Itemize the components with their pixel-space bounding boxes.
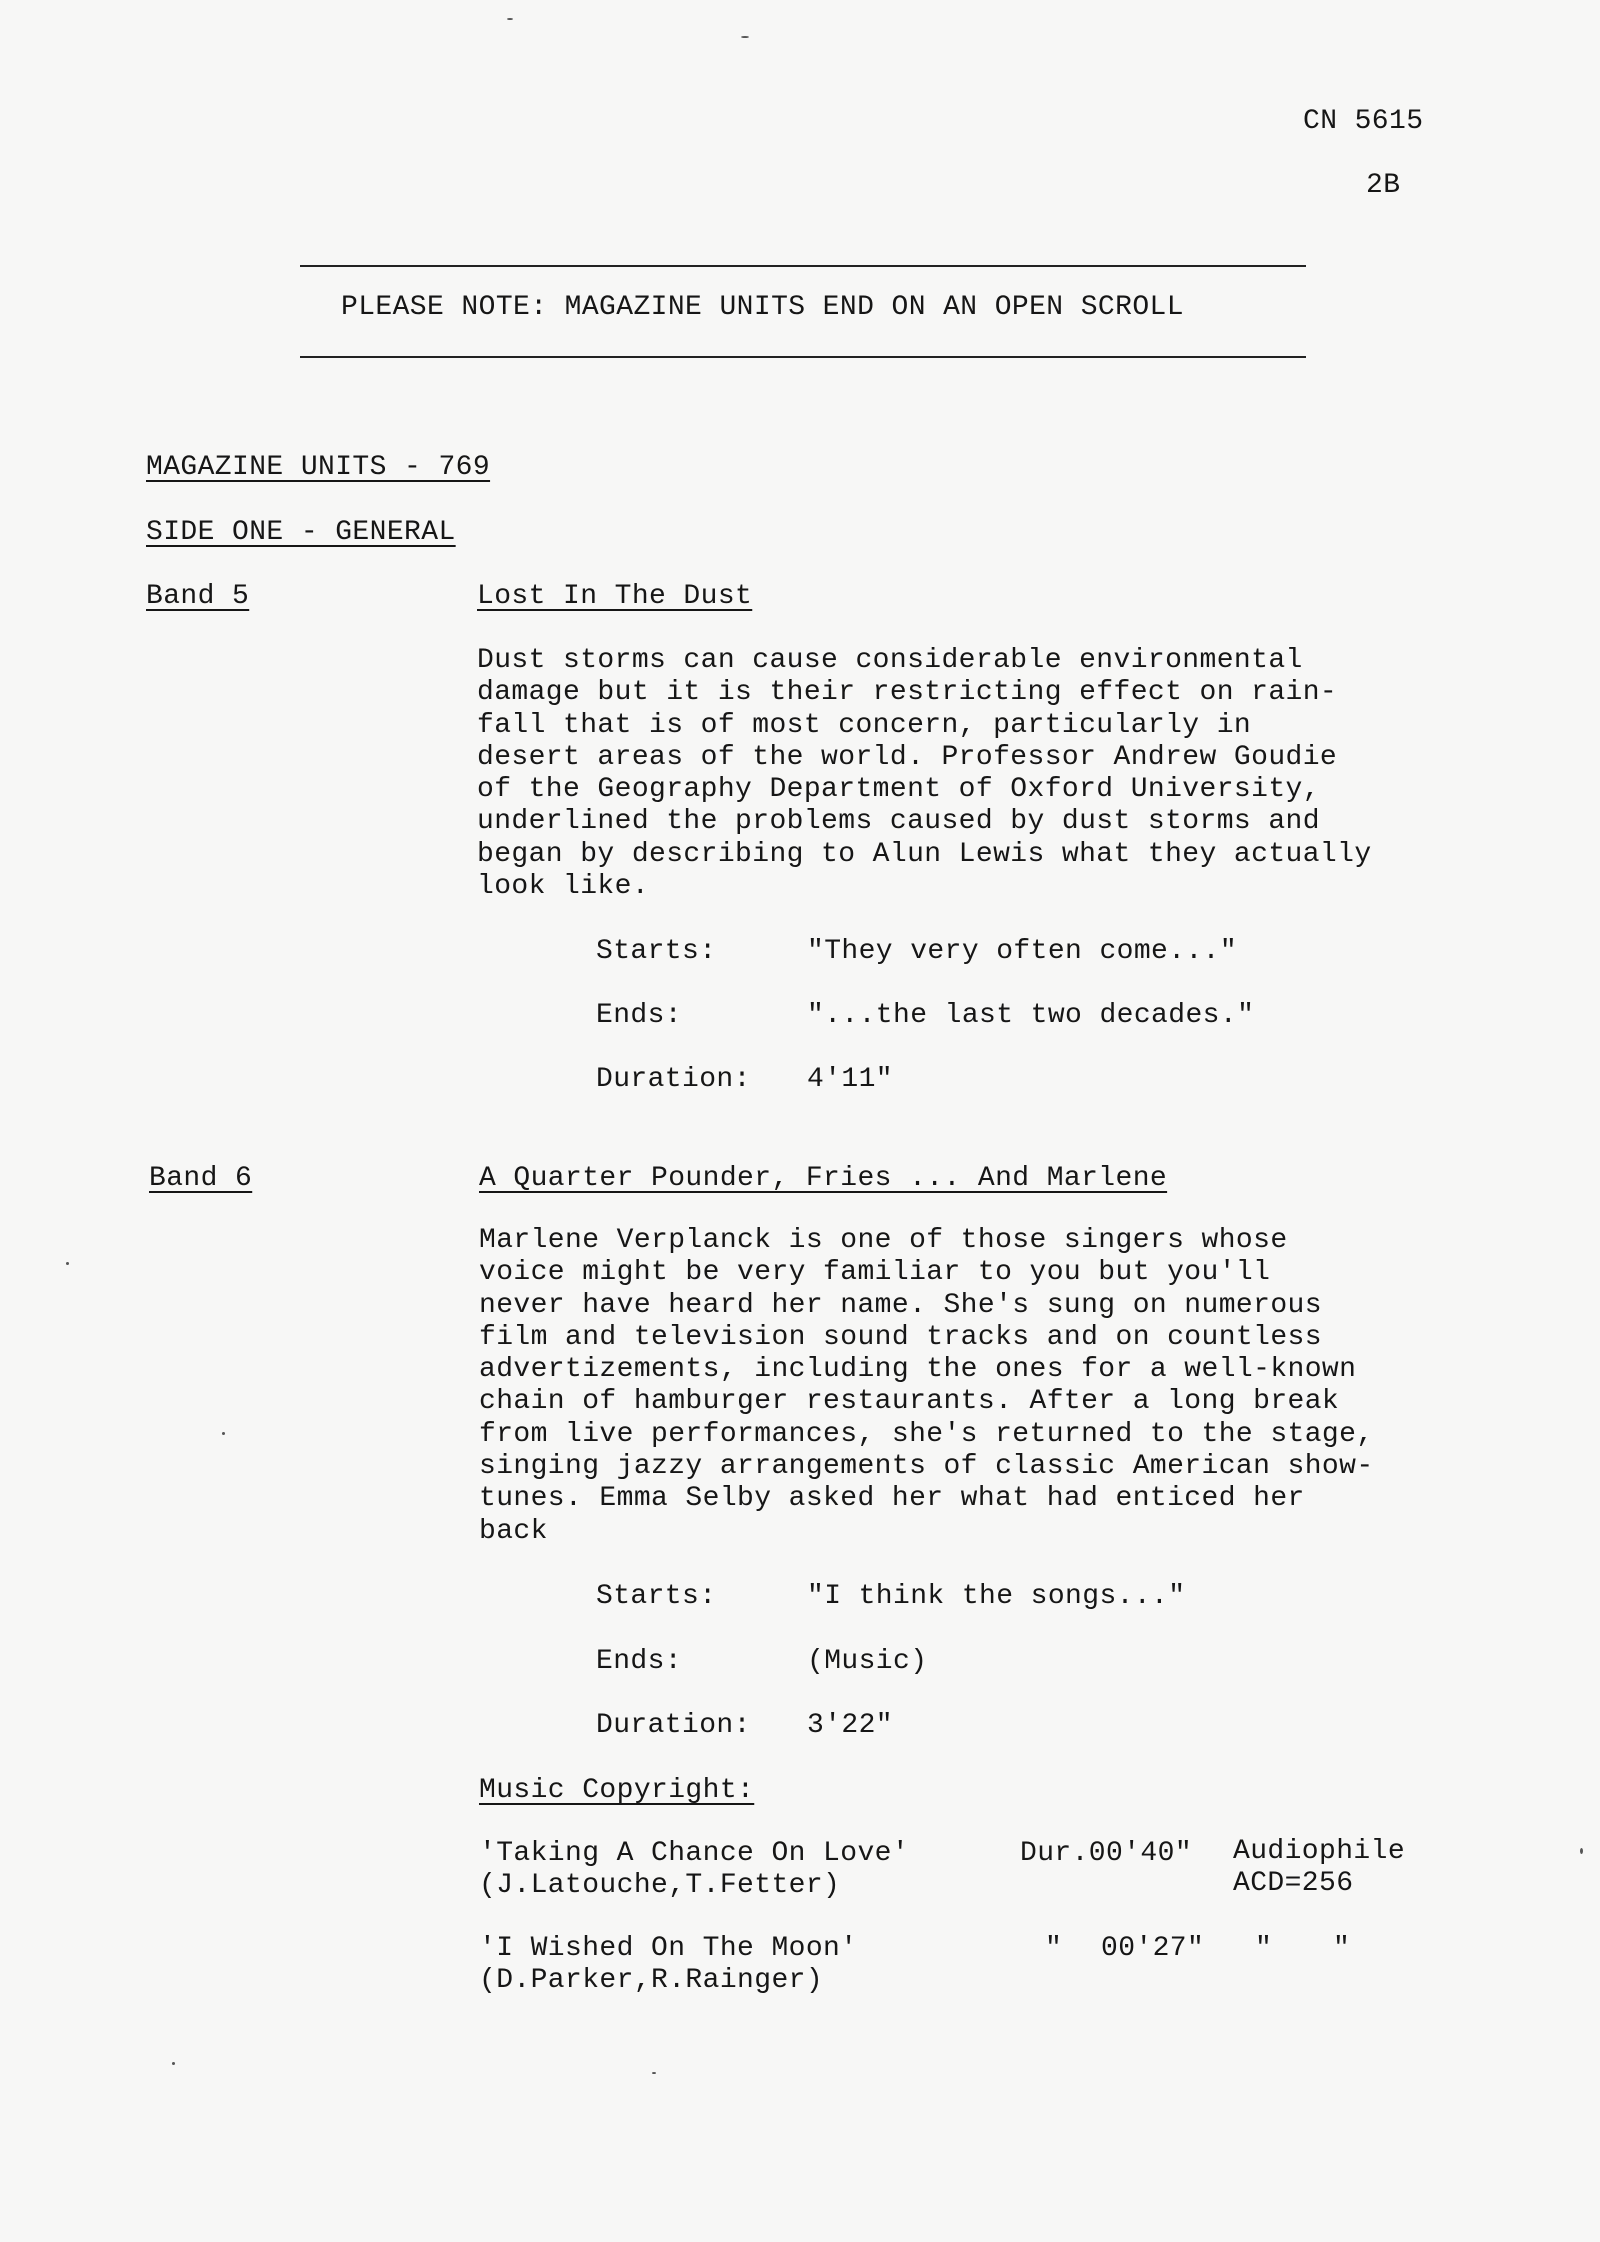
band5-line: of the Geography Department of Oxford University, — [477, 774, 1320, 806]
band5-duration-value: 4'11" — [807, 1064, 894, 1095]
band6-starts-value: "I think the songs..." — [807, 1581, 1186, 1612]
band6-line: singing jazzy arrangements of classic American show- — [479, 1451, 1374, 1483]
band6-line: voice might be very familiar to you but you'll — [479, 1257, 1271, 1289]
copyright-item-ditto: " — [1045, 1933, 1063, 1964]
band6-label: Band 6 — [149, 1163, 253, 1194]
scan-speck — [172, 2062, 175, 2065]
copyright-item-writers: (D.Parker,R.Rainger) — [479, 1965, 824, 1996]
copyright-item-ditto: " — [1255, 1933, 1273, 1964]
band6-line: tunes. Emma Selby asked her what had enticed her — [479, 1483, 1305, 1515]
music-copyright-heading: Music Copyright: — [479, 1775, 755, 1806]
bottom-rule — [300, 356, 1306, 358]
band6-duration-value: 3'22" — [807, 1710, 894, 1741]
band6-duration-label: Duration: — [596, 1710, 751, 1741]
copyright-item-writers: (J.Latouche,T.Fetter) — [479, 1870, 841, 1901]
scan-speck — [507, 18, 513, 20]
band6-description — [479, 1225, 1374, 1548]
band5-line: look like. — [477, 871, 650, 903]
band6-line: Marlene Verplanck is one of those singers whose — [479, 1225, 1288, 1256]
copyright-item-title: 'I Wished On The Moon' — [479, 1933, 858, 1964]
band6-ends-value: (Music) — [807, 1646, 928, 1677]
band6-line: from live performances, she's returned to the stage, — [479, 1418, 1374, 1450]
copyright-item-title: 'Taking A Chance On Love' — [479, 1838, 910, 1869]
band5-line: desert areas of the world. Professor Andrew Goudie — [477, 741, 1338, 773]
band5-line: damage but it is their restricting effect on rain- — [477, 677, 1338, 709]
top-rule — [300, 265, 1306, 267]
band6-line: back — [479, 1515, 548, 1547]
copyright-item-duration: 00'27" — [1101, 1933, 1205, 1964]
band6-ends-label: Ends: — [596, 1646, 683, 1677]
notice-text: PLEASE NOTE: MAGAZINE UNITS END ON AN OPEN SCROLL — [341, 292, 1184, 323]
document-reference: CN 5615 — [1303, 106, 1424, 137]
band5-ends-value: "...the last two decades." — [807, 1000, 1255, 1031]
band5-starts-label: Starts: — [596, 936, 717, 967]
band5-title: Lost In The Dust — [477, 581, 753, 612]
scan-speck — [66, 1262, 69, 1265]
band6-starts-label: Starts: — [596, 1581, 717, 1612]
scan-speck — [652, 2072, 656, 2074]
side-code: 2B — [1366, 170, 1401, 201]
band6-line: never have heard her name. She's sung on numerous — [479, 1289, 1322, 1321]
side-heading: SIDE ONE - GENERAL — [146, 517, 456, 548]
copyright-item-catalog: ACD=256 — [1233, 1868, 1354, 1899]
band5-duration-label: Duration: — [596, 1064, 751, 1095]
copyright-item-duration: Dur.00'40" — [1020, 1838, 1193, 1869]
band5-line: Dust storms can cause considerable environmental — [477, 645, 1303, 676]
band5-line: began by describing to Alun Lewis what they actually — [477, 838, 1372, 870]
band6-line: chain of hamburger restaurants. After a long break — [479, 1386, 1340, 1418]
band5-line: fall that is of most concern, particularly in — [477, 709, 1252, 741]
band5-line: underlined the problems caused by dust storms and — [477, 806, 1320, 838]
magazine-units-heading: MAGAZINE UNITS - 769 — [146, 452, 491, 483]
scan-speck — [1580, 1848, 1583, 1854]
band5-ends-label: Ends: — [596, 1000, 683, 1031]
scan-speck — [222, 1432, 225, 1435]
band5-description — [477, 645, 1372, 903]
band6-line: film and television sound tracks and on countless — [479, 1321, 1322, 1353]
band6-title: A Quarter Pounder, Fries ... And Marlene — [479, 1163, 1168, 1194]
band5-starts-value: "They very often come..." — [807, 936, 1238, 967]
copyright-item-ditto: " — [1333, 1933, 1351, 1964]
band6-line: advertizements, including the ones for a well-known — [479, 1354, 1357, 1386]
scan-speck — [741, 36, 749, 38]
copyright-item-label: Audiophile — [1233, 1836, 1406, 1867]
band5-label: Band 5 — [146, 581, 250, 612]
